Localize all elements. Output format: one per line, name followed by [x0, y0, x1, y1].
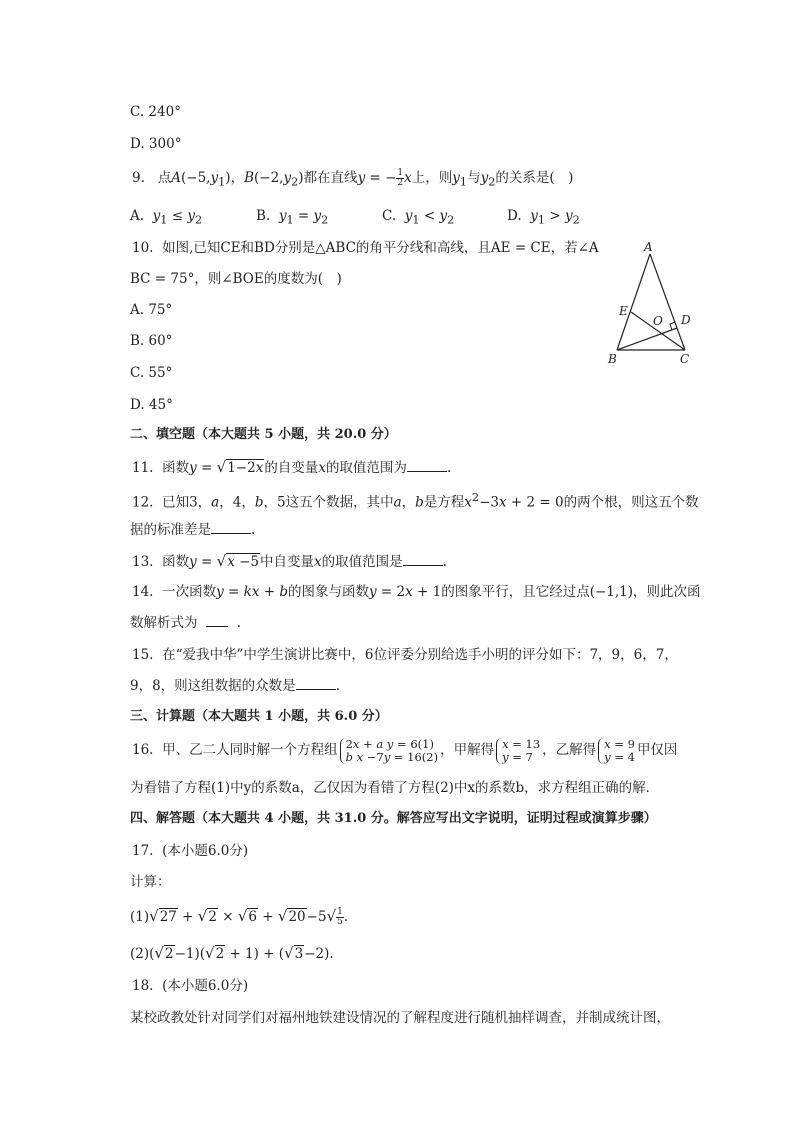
figure-label-c: C	[680, 352, 690, 366]
q10-stem-line2: BC = 75°，则∠BOE的度数为( )	[130, 271, 342, 287]
q9-option-c: C. $y_1 < y_2$	[382, 208, 455, 227]
q14-stem-line1: 14. 一次函数y = kx + b的图象与函数y = 2x + 1的图象平行，且它经过点(−1,1)，则此次函	[132, 584, 701, 600]
q13-stem: 13. 函数y = √x −5中自变量x的取值范围是 .	[132, 552, 447, 570]
q17-part-2: (2)(√2−1)(√2 + 1) + (√3−2).	[130, 944, 334, 962]
q16-stem-line2: 为看错了方程(1)中y的系数a，乙仅因为看错了方程(2)中x的系数b，求方程组正确的解．	[130, 780, 660, 796]
q10-option-a: A. 75°	[130, 302, 173, 318]
q15-stem-line2: 9，8，则这组数据的众数是 .	[130, 678, 340, 694]
q15-stem-line1: 15. 在“爱我中华”中学生演讲比赛中，6位评委分别给选手小明的评分如下：7，9，6，7，	[132, 647, 678, 663]
figure-label-o: O	[653, 314, 663, 328]
figure-label-e: E	[619, 304, 628, 318]
q10-option-c: C. 55°	[130, 365, 173, 381]
q9-stem: 9. 点$A(-5,y_1)$，$B(-2,y_2)$都在直线y = − $\frac{1}{2}x$上，则$y_1$与$y_2$的关系是( )	[132, 168, 574, 189]
q11-stem: 11. 函数y = √1−2x的自变量x的取值范围为 .	[132, 458, 452, 476]
q17-header: 17. (本小题6.0分)	[132, 843, 249, 859]
q10-option-d: D. 45°	[130, 397, 173, 413]
q18-header: 18. (本小题6.0分)	[132, 978, 249, 994]
q18-stem-line1: 某校政教处针对同学们对福州地铁建设情况的了解程度进行随机抽样调查，并制成统计图，	[130, 1010, 670, 1026]
figure-label-b: B	[608, 352, 617, 366]
q10-stem-line1: 10. 如图,已知CE和BD分别是△ABC的角平分线和高线，且AE = CE，若∠A	[132, 240, 599, 256]
q10-triangle-figure	[600, 236, 710, 371]
q9-option-d: D. $y_1 > y_2$	[507, 208, 580, 227]
q12-stem-line1: 12. 已知3，a，4，b，5这五个数据，其中a，b是方程$x^2-3x + 2 = 0$的两个根，则这五个数	[132, 491, 699, 511]
section-4-heading: 四、解答题（本大题共 4 小题，共 31.0 分。解答应写出文字说明，证明过程或演算步骤）	[130, 811, 657, 826]
q17-instruction: 计算：	[130, 874, 171, 890]
q14-stem-line2: 数解析式为 .	[130, 615, 241, 631]
figure-label-d: D	[681, 313, 691, 327]
q9-option-a: A. $y_1 \le y_2$	[130, 208, 203, 227]
q10-option-b: B. 60°	[130, 333, 173, 349]
q16-stem-line1: 16. 甲、乙二人同时解一个方程组 2x + a y = 6(1) b x −7y = 16(2) ，甲解得 x = 13 y = 7 ，乙解得 x = 9 y = 4 甲仅因	[132, 736, 678, 764]
figure-label-a: A	[644, 240, 653, 254]
q9-option-b: B. $y_1 = y_2$	[256, 208, 329, 227]
q8-option-c: C. 240°	[130, 104, 181, 120]
q17-part-1: (1)√27 + √2 × √6 + √20−5√ $\frac{1}{5}$.	[130, 907, 349, 927]
q8-option-d: D. 300°	[130, 136, 182, 152]
section-2-heading: 二、填空题（本大题共 5 小题，共 20.0 分）	[130, 427, 397, 442]
section-3-heading: 三、计算题（本大题共 1 小题，共 6.0 分）	[130, 709, 388, 724]
q12-stem-line2: 据的标准差是 .	[130, 522, 256, 538]
